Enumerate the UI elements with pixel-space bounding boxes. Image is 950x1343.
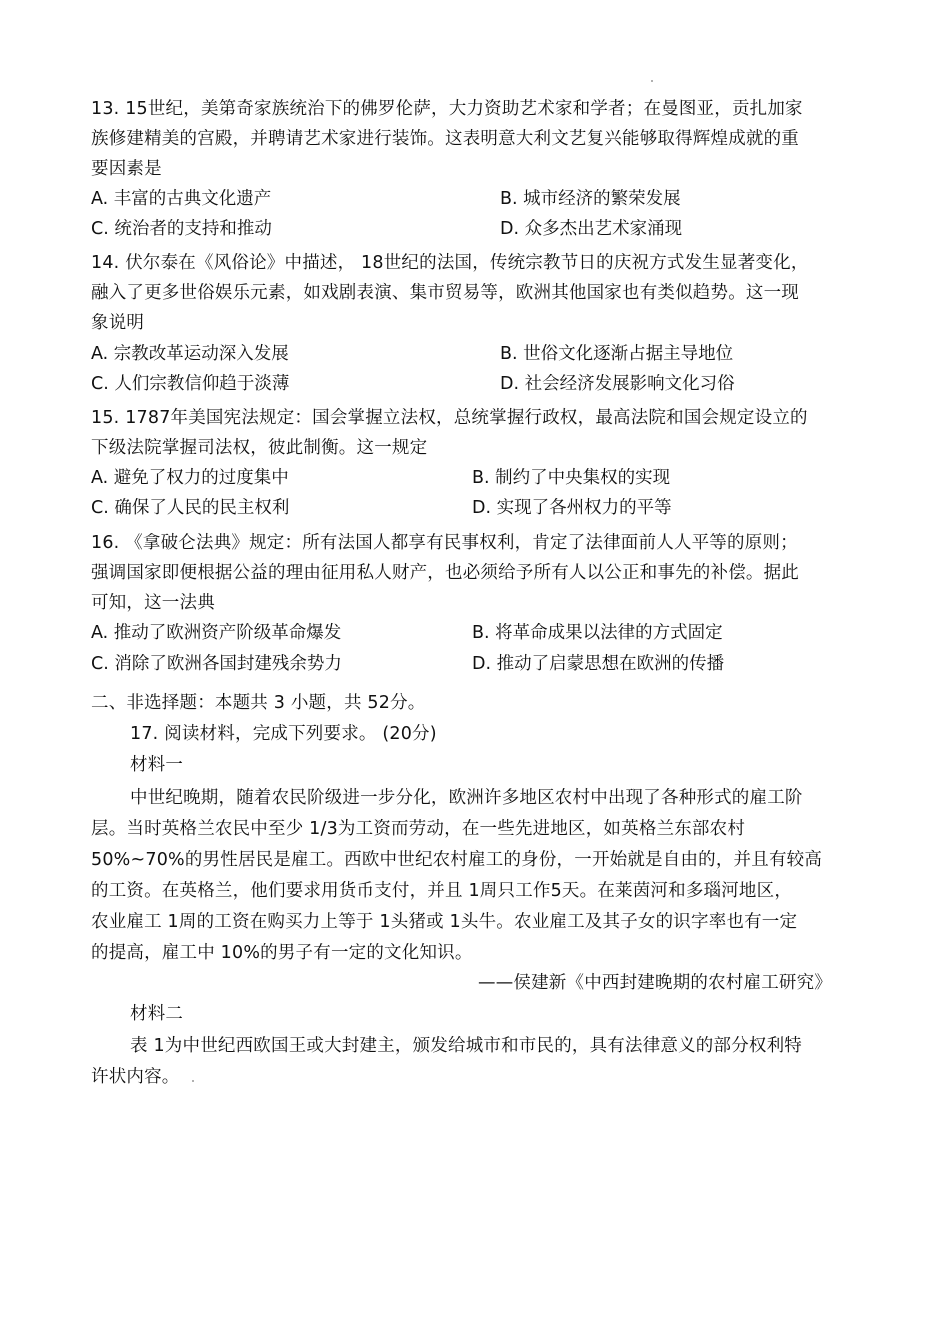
- question-16-stem-line: 16. 《拿破仑法典》规定：所有法国人都享有民事权利，肯定了法律面前人人平等的原则；: [91, 533, 798, 553]
- question-15-option-a[interactable]: A. 避免了权力的过度集中: [91, 468, 289, 488]
- scan-speck: [192, 1080, 194, 1082]
- material-1-line: 层。当时英格兰农民中至少 1/3为工资而劳动，在一些先进地区，如英格兰东部农村: [91, 819, 746, 839]
- material-1-line: 中世纪晚期，随着农民阶级进一步分化，欧洲许多地区农村中出现了各种形式的雇工阶: [130, 788, 803, 808]
- material-1-line: 的提高，雇工中 10%的男子有一定的文化知识。: [91, 943, 473, 963]
- question-15-option-c[interactable]: C. 确保了人民的民主权利: [91, 498, 290, 518]
- material-2-line: 表 1为中世纪西欧国王或大封建主，颁发给城市和市民的，具有法律意义的部分权利特: [130, 1036, 802, 1056]
- material-1-line: 的工资。在英格兰，他们要求用货币支付，并且 1周只工作5天。在莱茵河和多瑙河地区，: [91, 881, 793, 901]
- question-15-stem-line: 下级法院掌握司法权，彼此制衡。这一规定: [91, 438, 428, 458]
- scan-speck: [651, 80, 653, 82]
- section-heading: 二、非选择题：本题共 3 小题，共 52分。: [91, 693, 426, 713]
- question-15-option-d[interactable]: D. 实现了各州权力的平等: [472, 498, 672, 518]
- material-1-line: 50%~70%的男性居民是雇工。西欧中世纪农村雇工的身份，一开始就是自由的，并且有较高: [91, 850, 823, 870]
- question-14-option-d[interactable]: D. 社会经济发展影响文化习俗: [500, 374, 735, 394]
- question-13-option-b[interactable]: B. 城市经济的繁荣发展: [500, 189, 681, 209]
- question-14-option-b[interactable]: B. 世俗文化逐渐占据主导地位: [500, 344, 734, 364]
- question-16-stem-line: 可知，这一法典: [91, 593, 215, 613]
- question-14-stem-line: 象说明: [91, 313, 145, 333]
- question-15-option-b[interactable]: B. 制约了中央集权的实现: [472, 468, 671, 488]
- material-2-line: 许状内容。: [91, 1067, 180, 1087]
- question-13-option-c[interactable]: C. 统治者的支持和推动: [91, 219, 272, 239]
- question-13-stem-line: 要因素是: [91, 159, 162, 179]
- question-13-option-d[interactable]: D. 众多杰出艺术家涌现: [500, 219, 683, 239]
- question-14-stem-line: 14. 伏尔泰在《风俗论》中描述， 18世纪的法国，传统宗教节日的庆祝方式发生显著变化，: [91, 253, 809, 273]
- question-16-option-d[interactable]: D. 推动了启蒙思想在欧洲的传播: [472, 654, 725, 674]
- question-14-option-a[interactable]: A. 宗教改革运动深入发展: [91, 344, 289, 364]
- question-14-stem-line: 融入了更多世俗娱乐元素，如戏剧表演、集市贸易等，欧洲其他国家也有类似趋势。这一现: [91, 283, 799, 303]
- question-16-option-a[interactable]: A. 推动了欧洲资产阶级革命爆发: [91, 623, 342, 643]
- question-15-stem-line: 15. 1787年美国宪法规定：国会掌握立法权，总统掌握行政权，最高法院和国会规定设立的: [91, 408, 808, 428]
- question-13-stem-line: 13. 15世纪，美第奇家族统治下的佛罗伦萨，大力资助艺术家和学者；在曼图亚，贡扎加家: [91, 99, 803, 119]
- question-16-stem-line: 强调国家即便根据公益的理由征用私人财产，也必须给予所有人以公正和事先的补偿。据此: [91, 563, 799, 583]
- question-17-title: 17. 阅读材料，完成下列要求。 (20分): [130, 724, 437, 744]
- material-2-label: 材料二: [130, 1004, 184, 1024]
- question-13-stem-line: 族修建精美的宫殿，并聘请艺术家进行装饰。这表明意大利文艺复兴能够取得辉煌成就的重: [91, 129, 799, 149]
- question-16-option-b[interactable]: B. 将革命成果以法律的方式固定: [472, 623, 723, 643]
- question-14-option-c[interactable]: C. 人们宗教信仰趋于淡薄: [91, 374, 290, 394]
- material-1-line: 农业雇工 1周的工资在购买力上等于 1头猪或 1头牛。农业雇工及其子女的识字率也有一定: [91, 912, 798, 932]
- material-1-source: ——侯建新《中西封建晚期的农村雇工研究》: [478, 973, 832, 993]
- question-13-option-a[interactable]: A. 丰富的古典文化遗产: [91, 189, 272, 209]
- material-1-label: 材料一: [130, 755, 184, 775]
- question-16-option-c[interactable]: C. 消除了欧洲各国封建残余势力: [91, 654, 342, 674]
